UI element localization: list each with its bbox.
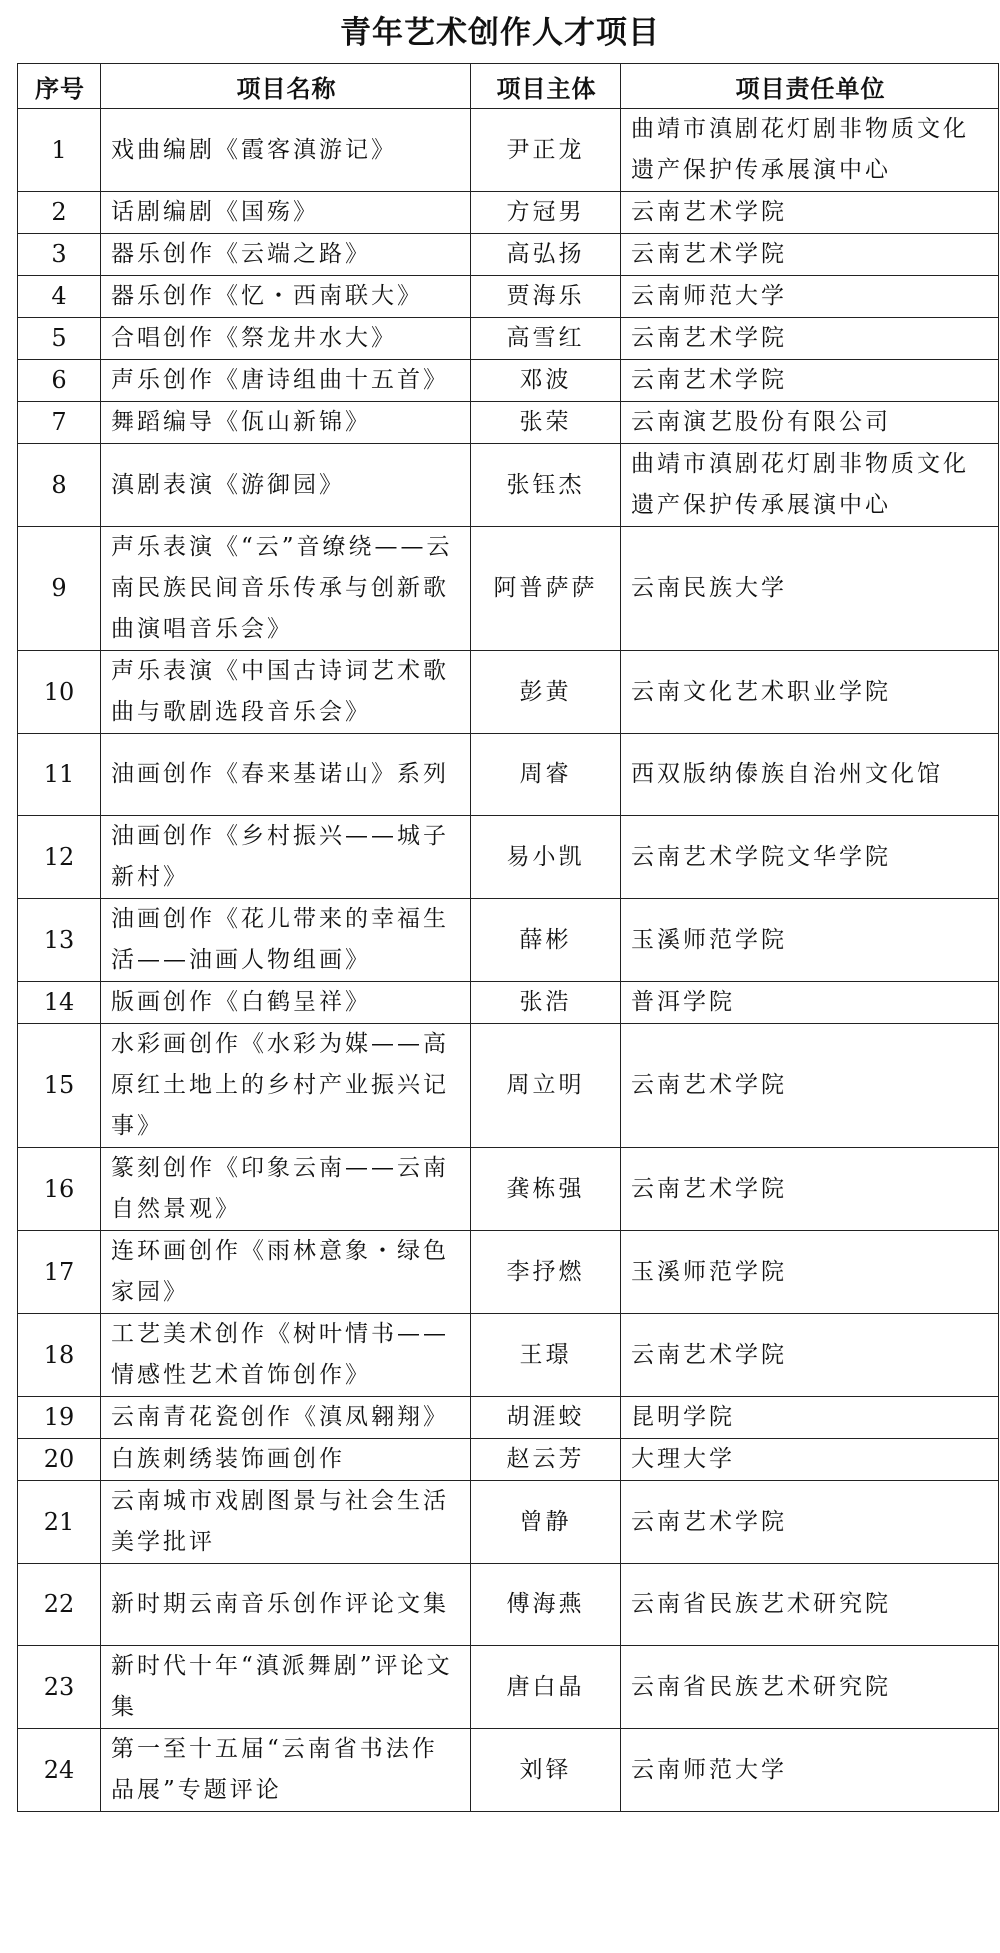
cell-name: 篆刻创作《印象云南——云南自然景观》 — [101, 1148, 471, 1231]
table-row — [18, 1397, 999, 1439]
table-row — [18, 109, 999, 192]
table-row — [18, 1646, 999, 1729]
cell-unit: 云南艺术学院 — [621, 1314, 999, 1397]
cell-owner: 贾海乐 — [471, 276, 621, 318]
cell-no: 12 — [18, 816, 101, 899]
cell-no: 24 — [18, 1729, 101, 1812]
cell-owner: 李抒燃 — [471, 1231, 621, 1314]
cell-no: 16 — [18, 1148, 101, 1231]
cell-no: 15 — [18, 1024, 101, 1148]
table-row — [18, 1481, 999, 1564]
cell-name: 油画创作《春来基诺山》系列 — [101, 734, 471, 816]
cell-unit: 云南艺术学院 — [621, 192, 999, 234]
table-row — [18, 444, 999, 527]
cell-no: 9 — [18, 527, 101, 651]
cell-unit: 大理大学 — [621, 1439, 999, 1481]
cell-no: 10 — [18, 651, 101, 734]
cell-owner: 刘铎 — [471, 1729, 621, 1812]
cell-owner: 周立明 — [471, 1024, 621, 1148]
cell-owner: 张浩 — [471, 982, 621, 1024]
cell-name: 白族刺绣装饰画创作 — [101, 1439, 471, 1481]
cell-no: 6 — [18, 360, 101, 402]
table-row — [18, 1314, 999, 1397]
cell-owner: 薛彬 — [471, 899, 621, 982]
cell-name: 油画创作《花儿带来的幸福生活——油画人物组画》 — [101, 899, 471, 982]
cell-owner: 曾静 — [471, 1481, 621, 1564]
table-row — [18, 982, 999, 1024]
cell-owner: 彭黄 — [471, 651, 621, 734]
cell-unit: 云南文化艺术职业学院 — [621, 651, 999, 734]
cell-no: 2 — [18, 192, 101, 234]
cell-name: 器乐创作《云端之路》 — [101, 234, 471, 276]
cell-name: 声乐创作《唐诗组曲十五首》 — [101, 360, 471, 402]
cell-name: 器乐创作《忆・西南联大》 — [101, 276, 471, 318]
cell-no: 19 — [18, 1397, 101, 1439]
cell-unit: 西双版纳傣族自治州文化馆 — [621, 734, 999, 816]
cell-no: 21 — [18, 1481, 101, 1564]
table-row — [18, 402, 999, 444]
cell-name: 戏曲编剧《霞客滇游记》 — [101, 109, 471, 192]
table-row — [18, 816, 999, 899]
cell-unit: 云南师范大学 — [621, 1729, 999, 1812]
cell-name: 水彩画创作《水彩为媒——高原红土地上的乡村产业振兴记事》 — [101, 1024, 471, 1148]
cell-unit: 云南演艺股份有限公司 — [621, 402, 999, 444]
cell-unit: 普洱学院 — [621, 982, 999, 1024]
table-row — [18, 1148, 999, 1231]
cell-unit: 玉溪师范学院 — [621, 1231, 999, 1314]
cell-name: 第一至十五届“云南省书法作品展”专题评论 — [101, 1729, 471, 1812]
cell-owner: 易小凯 — [471, 816, 621, 899]
cell-no: 1 — [18, 109, 101, 192]
table-row — [18, 734, 999, 816]
cell-owner: 周睿 — [471, 734, 621, 816]
header-no: 序号 — [18, 64, 101, 109]
cell-name: 连环画创作《雨林意象・绿色家园》 — [101, 1231, 471, 1314]
cell-owner: 傅海燕 — [471, 1564, 621, 1646]
table-row — [18, 1439, 999, 1481]
table-row — [18, 1024, 999, 1148]
cell-name: 云南青花瓷创作《滇凤翱翔》 — [101, 1397, 471, 1439]
cell-unit: 云南民族大学 — [621, 527, 999, 651]
cell-unit: 云南艺术学院 — [621, 1148, 999, 1231]
cell-owner: 张荣 — [471, 402, 621, 444]
table-row — [18, 234, 999, 276]
cell-owner: 王璟 — [471, 1314, 621, 1397]
cell-name: 工艺美术创作《树叶情书——情感性艺术首饰创作》 — [101, 1314, 471, 1397]
table-row — [18, 318, 999, 360]
cell-no: 8 — [18, 444, 101, 527]
table-row — [18, 899, 999, 982]
header-unit: 项目责任单位 — [621, 64, 999, 109]
cell-unit: 曲靖市滇剧花灯剧非物质文化遗产保护传承展演中心 — [621, 109, 999, 192]
cell-name: 声乐表演《中国古诗词艺术歌曲与歌剧选段音乐会》 — [101, 651, 471, 734]
cell-owner: 龚栋强 — [471, 1148, 621, 1231]
table-row — [18, 1729, 999, 1812]
table-row — [18, 360, 999, 402]
cell-no: 11 — [18, 734, 101, 816]
cell-unit: 昆明学院 — [621, 1397, 999, 1439]
table-header-row — [18, 64, 999, 109]
cell-name: 滇剧表演《游御园》 — [101, 444, 471, 527]
cell-owner: 尹正龙 — [471, 109, 621, 192]
cell-name: 新时代十年“滇派舞剧”评论文集 — [101, 1646, 471, 1729]
header-owner: 项目主体 — [471, 64, 621, 109]
cell-no: 3 — [18, 234, 101, 276]
table-row — [18, 192, 999, 234]
cell-no: 7 — [18, 402, 101, 444]
cell-owner: 高雪红 — [471, 318, 621, 360]
cell-no: 4 — [18, 276, 101, 318]
cell-name: 合唱创作《祭龙井水大》 — [101, 318, 471, 360]
cell-no: 13 — [18, 899, 101, 982]
cell-owner: 方冠男 — [471, 192, 621, 234]
cell-name: 声乐表演《“云”音缭绕——云南民族民间音乐传承与创新歌曲演唱音乐会》 — [101, 527, 471, 651]
cell-unit: 云南艺术学院 — [621, 360, 999, 402]
cell-name: 版画创作《白鹤呈祥》 — [101, 982, 471, 1024]
cell-unit: 玉溪师范学院 — [621, 899, 999, 982]
cell-no: 22 — [18, 1564, 101, 1646]
cell-owner: 张钰杰 — [471, 444, 621, 527]
cell-unit: 曲靖市滇剧花灯剧非物质文化遗产保护传承展演中心 — [621, 444, 999, 527]
cell-name: 新时期云南音乐创作评论文集 — [101, 1564, 471, 1646]
cell-unit: 云南艺术学院 — [621, 1024, 999, 1148]
cell-name: 话剧编剧《国殇》 — [101, 192, 471, 234]
cell-unit: 云南艺术学院 — [621, 234, 999, 276]
cell-name: 舞蹈编导《佤山新锦》 — [101, 402, 471, 444]
cell-no: 17 — [18, 1231, 101, 1314]
cell-no: 23 — [18, 1646, 101, 1729]
cell-unit: 云南艺术学院 — [621, 318, 999, 360]
table-row — [18, 527, 999, 651]
cell-name: 油画创作《乡村振兴——城子新村》 — [101, 816, 471, 899]
cell-no: 14 — [18, 982, 101, 1024]
cell-owner: 高弘扬 — [471, 234, 621, 276]
cell-no: 5 — [18, 318, 101, 360]
table-row — [18, 276, 999, 318]
table-row — [18, 651, 999, 734]
table-row — [18, 1564, 999, 1646]
cell-unit: 云南省民族艺术研究院 — [621, 1564, 999, 1646]
cell-owner: 胡涯蛟 — [471, 1397, 621, 1439]
header-name: 项目名称 — [101, 64, 471, 109]
cell-unit: 云南师范大学 — [621, 276, 999, 318]
cell-owner: 阿普萨萨 — [471, 527, 621, 651]
cell-no: 20 — [18, 1439, 101, 1481]
cell-name: 云南城市戏剧图景与社会生活美学批评 — [101, 1481, 471, 1564]
cell-no: 18 — [18, 1314, 101, 1397]
cell-owner: 赵云芳 — [471, 1439, 621, 1481]
cell-owner: 邓波 — [471, 360, 621, 402]
projects-table — [17, 63, 999, 1812]
table-row — [18, 1231, 999, 1314]
cell-unit: 云南艺术学院 — [621, 1481, 999, 1564]
cell-unit: 云南艺术学院文华学院 — [621, 816, 999, 899]
page-title: 青年艺术创作人才项目 — [340, 15, 660, 51]
cell-owner: 唐白晶 — [471, 1646, 621, 1729]
cell-unit: 云南省民族艺术研究院 — [621, 1646, 999, 1729]
